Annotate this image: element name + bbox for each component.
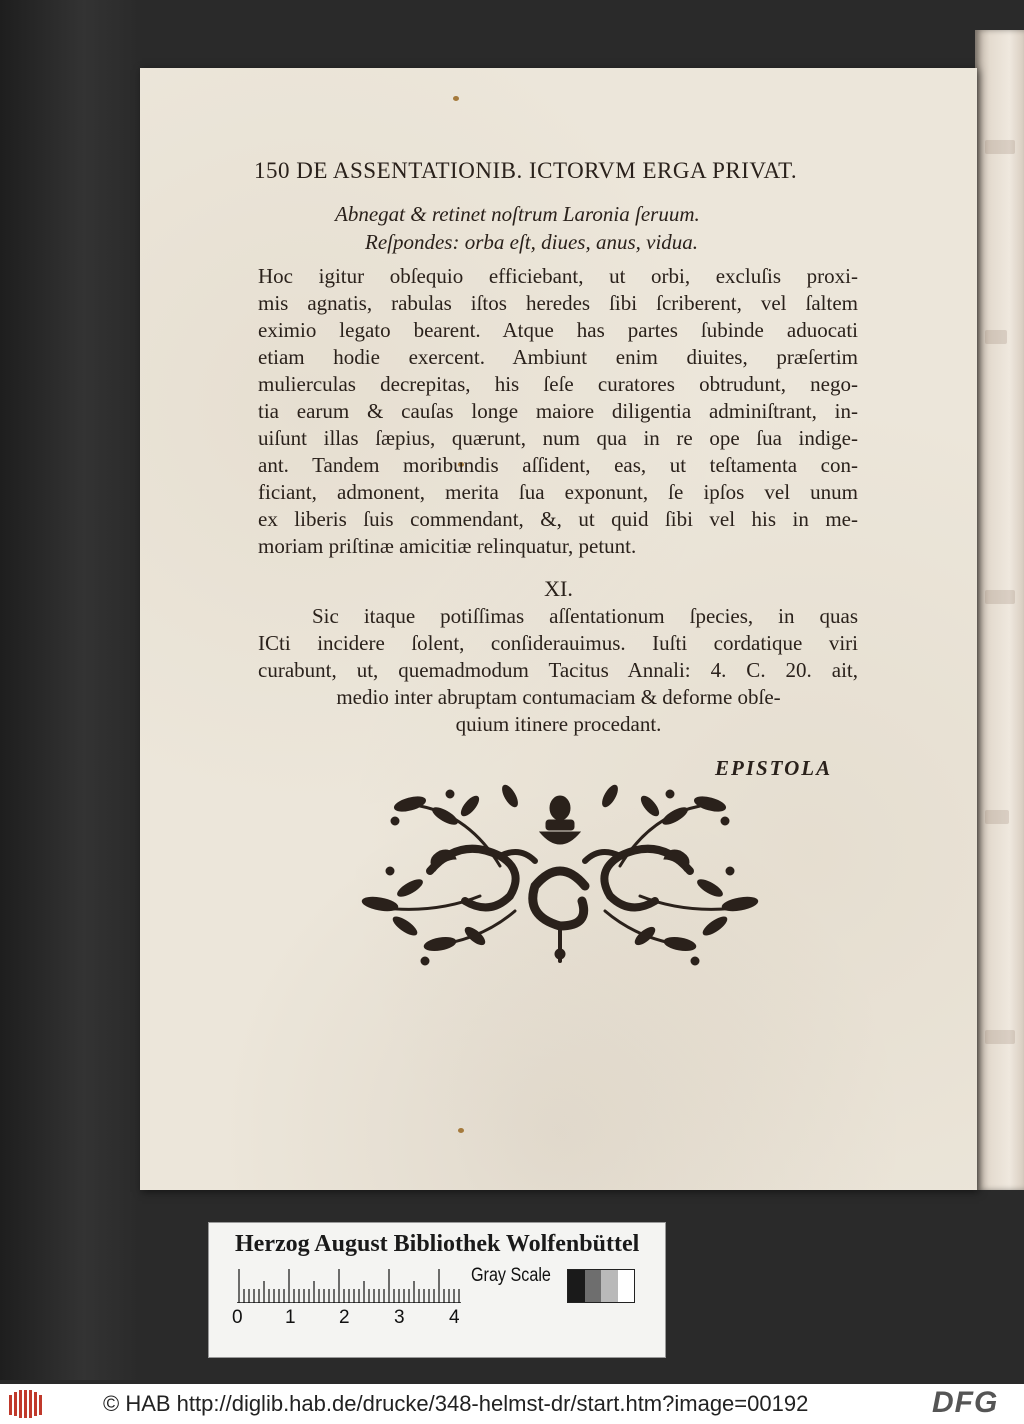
ruler-number: 4 [449, 1307, 460, 1328]
body-line: eximio legato bearent. Atque has partes ſubinde aduocati [258, 318, 858, 342]
floral-ornament-icon [350, 776, 770, 966]
ruler-number: 3 [394, 1307, 405, 1328]
dfg-logo-icon: DFG [932, 1386, 999, 1419]
body-line: ant. Tandem moribundis aſſident, eas, ut teſtamenta con- [258, 453, 858, 477]
scanner-bed [0, 0, 140, 1380]
body-line: ex liberis ſuis commendant, &, ut quid ſibi vel his in me- [258, 507, 858, 531]
ruler-number: 2 [339, 1307, 350, 1328]
copyright-url[interactable]: © HAB http://diglib.hab.de/drucke/348-helmst-dr/start.htm?image=00192 [103, 1391, 809, 1416]
body-line: uiſunt illas ſæpius, quærunt, num qua in re ope ſua indige- [258, 426, 858, 450]
body-line: ficiant, admonent, merita ſua exponunt, ſe ipſos vel unum [258, 480, 858, 504]
body-line: mulierculas decrepitas, his ſeſe curatores obtrudunt, nego- [258, 372, 858, 396]
gray-swatch [618, 1270, 635, 1302]
body-line: tia earum & cauſas longe maiore diligentia adminiſtrant, in- [258, 399, 858, 423]
closing-line: curabunt, ut, quemadmodum Tacitus Annali: 4. C. 20. ait, [258, 658, 858, 682]
body-line: mis agnatis, rabulas iſtos heredes ſibi ſcriberent, vel ſaltem [258, 291, 858, 315]
ruler-number: 1 [285, 1307, 296, 1328]
gray-swatch [568, 1270, 585, 1302]
verse-line-2: Reſpondes: orba eſt, diues, anus, vidua. [365, 230, 699, 254]
footer-bar [0, 1384, 1024, 1424]
verse-line-1: Abnegat & retinet noſtrum Laronia ſeruum. [335, 202, 700, 226]
book-page [140, 68, 977, 1190]
body-line: moriam priſtinæ amicitiæ relinquatur, petunt. [258, 534, 637, 558]
body-line: etiam hodie exercent. Ambiunt enim diuites, præſertim [258, 345, 858, 369]
closing-line: quium itinere procedant. [455, 712, 662, 736]
gray-scale-swatches [567, 1269, 635, 1303]
closing-line: medio inter abruptam contumaciam & deforme obſe- [336, 685, 781, 709]
gray-scale-label: Gray Scale [471, 1265, 551, 1286]
color-calibration-card [208, 1222, 666, 1358]
closing-line: ICti incidere ſolent, conſiderauimus. Iuſti cordatique viri [258, 631, 858, 655]
closing-line: Sic itaque potiſſimas aſſentationum ſpecies, in quas [312, 604, 858, 628]
library-name: Herzog August Bibliothek Wolfenbüttel [235, 1231, 640, 1257]
section-number: XI. [544, 576, 573, 601]
ruler-icon [237, 1267, 461, 1303]
body-line: Hoc igitur obſequio efficiebant, ut orbi, excluſis proxi- [258, 264, 858, 288]
hab-logo-icon [8, 1389, 46, 1419]
catchword: EPISTOLA [715, 756, 833, 780]
gray-swatch [585, 1270, 602, 1302]
running-head: 150 DE ASSENTATIONIB. ICTORVM ERGA PRIVAT. [254, 158, 798, 183]
gray-swatch [601, 1270, 618, 1302]
ruler-number: 0 [232, 1307, 243, 1328]
